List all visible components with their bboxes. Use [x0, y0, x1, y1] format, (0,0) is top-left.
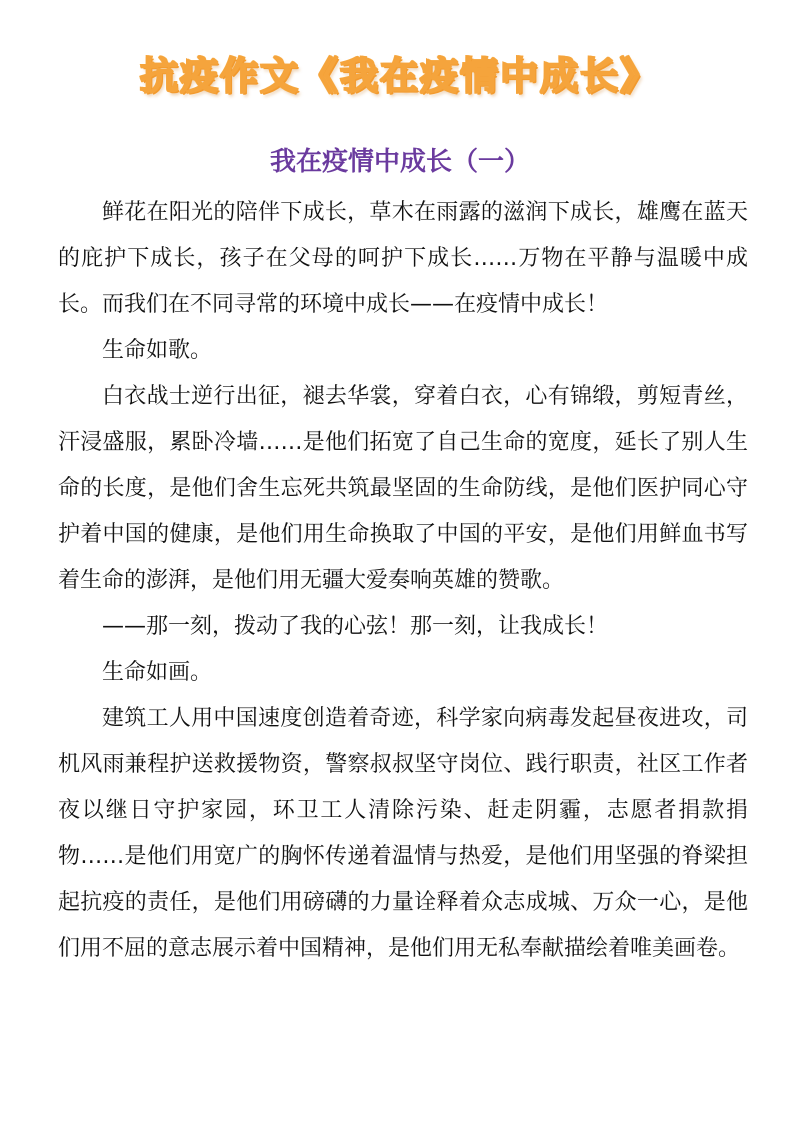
paragraph: 生命如歌。 — [102, 338, 213, 363]
paragraph: 白衣战士逆行出征，褪去华裳，穿着白衣，心有锦缎，剪短青丝，汗浸盛服，累卧冷墙……是他们拓宽了自己生命的宽度，延长了别人生命的长度，是他们舍生忘死共筑最坚固的生命防线，是他们医护同心守护着中国的健康，是他们用生命换取了中国的平安，是他们用鲜血书写着生命的澎湃，是他们用无疆大爱奏响英雄的赞歌。 — [58, 384, 748, 593]
banner-title: 抗疫作文《我在疫情中成长》 — [139, 54, 660, 98]
article-body — [58, 190, 748, 972]
section-title: 我在疫情中成长（一） — [269, 147, 530, 177]
paragraph: 生命如画。 — [102, 660, 213, 685]
paragraph: 鲜花在阳光的陪伴下成长，草木在雨露的滋润下成长，雄鹰在蓝天的庇护下成长，孩子在父母的呵护下成长……万物在平静与温暖中成长。而我们在不同寻常的环境中成长——在疫情中成长！ — [58, 200, 748, 317]
paragraph: 建筑工人用中国速度创造着奇迹，科学家向病毒发起昼夜进攻，司机风雨兼程护送救援物资，警察叔叔坚守岗位、践行职责，社区工作者夜以继日守护家园，环卫工人清除污染、赶走阴霾，志愿者捐款捐物……是他们用宽广的胸怀传递着温情与热爱，是他们用坚强的脊梁担起抗疫的责任，是他们用磅礴的力量诠释着众志成城、万众一心，是他们用不屈的意志展示着中国精神，是他们用无私奉献描绘着唯美画卷。 — [58, 706, 748, 961]
paragraph: ——那一刻，拨动了我的心弦！那一刻，让我成长！ — [102, 614, 609, 639]
